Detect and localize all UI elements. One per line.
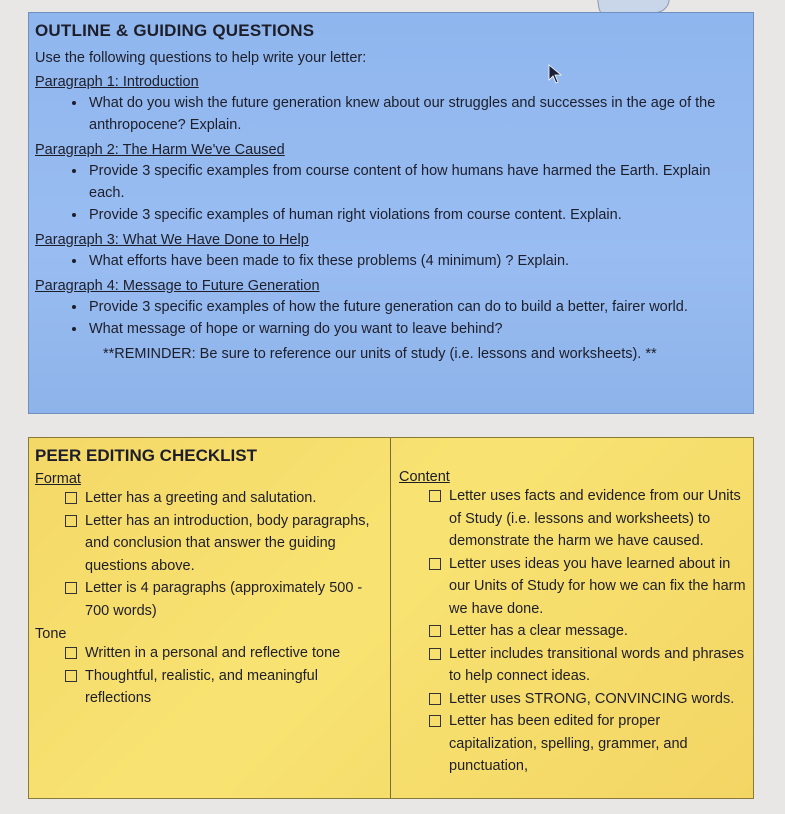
paragraph-4-heading: Paragraph 4: Message to Future Generation: [35, 278, 320, 294]
outline-title: OUTLINE & GUIDING QUESTIONS: [35, 21, 315, 40]
checkbox-icon[interactable]: [429, 693, 441, 705]
paragraph-3-heading: Paragraph 3: What We Have Done to Help: [35, 232, 309, 248]
checkbox-icon[interactable]: [429, 625, 441, 637]
checklist-item-text: Letter uses ideas you have learned about in our Units of Study for how we can fix the harm we have done.: [449, 555, 746, 617]
question-item: • Provide 3 specific examples of human right violations from course content. Explain.: [87, 204, 743, 226]
checkbox-icon[interactable]: [65, 582, 77, 594]
peer-editing-checklist: [28, 437, 754, 799]
question-item: • Provide 3 specific examples from course content of how humans have harmed the Earth. Explain each.: [87, 160, 743, 204]
paragraph-1-heading: Paragraph 1: Introduction: [35, 74, 199, 90]
format-list: [35, 487, 380, 622]
content-label: Content: [399, 469, 450, 485]
checklist-item: [427, 643, 747, 688]
paragraph-4-questions: [35, 296, 743, 340]
checklist-item-text: Letter includes transitional words and phrases to help connect ideas.: [449, 645, 744, 684]
outline-section: [28, 12, 754, 414]
checklist-item: [63, 487, 380, 510]
checkbox-icon[interactable]: [429, 558, 441, 570]
checklist-item: [63, 665, 380, 710]
question-item: • What efforts have been made to fix these problems (4 minimum) ? Explain.: [87, 250, 743, 272]
checklist-item-text: Letter has a greeting and salutation.: [85, 490, 317, 506]
question-item: • Provide 3 specific examples of how the future generation can do to build a better, fairer world.: [87, 296, 743, 318]
checklist-left-column: [29, 438, 391, 798]
paragraph-3-questions: [35, 250, 743, 272]
checklist-item: [427, 485, 747, 553]
checklist-item: [427, 620, 747, 643]
checklist-item-text: Written in a personal and reflective tone: [85, 645, 341, 661]
mouse-pointer-icon: [548, 64, 562, 84]
reminder-note: **REMINDER: Be sure to reference our units of study (i.e. lessons and worksheets). **: [103, 346, 657, 362]
checklist-item-text: Letter has a clear message.: [449, 623, 628, 639]
outline-intro: Use the following questions to help write your letter:: [35, 50, 367, 66]
checklist-item: [63, 577, 380, 622]
tone-list: [35, 642, 380, 710]
checkbox-icon[interactable]: [429, 648, 441, 660]
checklist-item: [63, 642, 380, 665]
format-label: Format: [35, 471, 81, 487]
checklist-item: [63, 510, 380, 578]
checklist-item: [427, 553, 747, 621]
question-item: • What message of hope or warning do you want to leave behind?: [87, 318, 743, 340]
checklist-item-text: Letter uses STRONG, CONVINCING words.: [449, 690, 735, 707]
checklist-item: [427, 688, 747, 711]
paragraph-2-heading: Paragraph 2: The Harm We've Caused: [35, 142, 285, 158]
checkbox-icon[interactable]: [429, 490, 441, 502]
paragraph-2-questions: [35, 160, 743, 226]
tone-label: Tone: [35, 626, 67, 642]
checkbox-icon[interactable]: [429, 715, 441, 727]
checklist-item: [427, 710, 747, 778]
checklist-right-column: [391, 438, 753, 798]
checkbox-icon[interactable]: [65, 670, 77, 682]
paragraph-1-questions: [35, 92, 743, 136]
content-list: [399, 485, 747, 778]
checkbox-icon[interactable]: [65, 492, 77, 504]
checkbox-icon[interactable]: [65, 515, 77, 527]
checklist-item-text: Letter has an introduction, body paragraphs, and conclusion that answer the guiding questions above.: [85, 512, 370, 574]
checklist-item-text: Letter uses facts and evidence from our Units of Study (i.e. lessons and worksheets) to demonstrate the harm we have caused.: [449, 488, 741, 549]
checkbox-icon[interactable]: [65, 647, 77, 659]
question-item: • What do you wish the future generation knew about our struggles and successes in the age of the anthropocene? Explain.: [87, 92, 743, 136]
checklist-item-text: Thoughtful, realistic, and meaningful reflections: [85, 667, 318, 706]
checklist-item-text: Letter has been edited for proper capitalization, spelling, grammer, and punctuation,: [449, 713, 688, 774]
checklist-title: PEER EDITING CHECKLIST: [35, 446, 257, 465]
checklist-item-text: Letter is 4 paragraphs (approximately 500 - 700 words): [85, 580, 363, 619]
